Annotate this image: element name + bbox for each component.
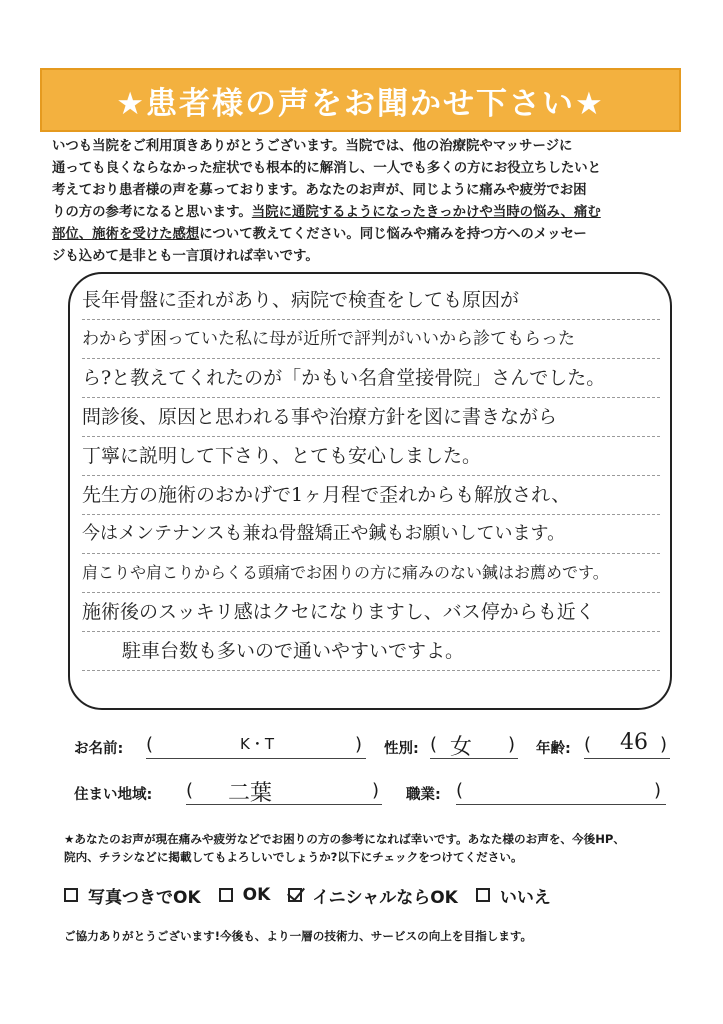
option-no[interactable]	[476, 883, 551, 908]
testimonial-line: 施術後のスッキリ感はクセになりますし、バス停からも近く	[82, 593, 660, 632]
job-label: 職業:	[406, 787, 441, 803]
footer-thanks: ご協力ありがとうございます!今後も、より一層の技術力、サービスの向上を目指します。	[64, 929, 533, 943]
intro-line: いつも当院をご利用頂きありがとうございます。当院では、他の治療院やマッサージに	[52, 139, 573, 154]
intro-line: 通っても良くならなかった症状でも根本的に解消し、一人でも多くの方にお役立ちしたいと	[52, 161, 602, 176]
notice-line: ★あなたのお声が現在痛みや疲労などでお困りの方の参考になれば幸いです。あなた様のお声を、今後HP、	[64, 832, 625, 846]
option-label: OK	[242, 885, 271, 905]
gender-label: 性別:	[384, 741, 419, 757]
intro-text-plain: りの方の参考になると思います。	[52, 205, 252, 220]
age-paren-close: )	[660, 734, 668, 755]
age-value: 46	[620, 730, 648, 755]
consent-notice	[64, 830, 694, 866]
name-value: K・T	[240, 735, 274, 753]
testimonial-line: 肩こりや肩こりからくる頭痛でお困りの方に痛みのない鍼はお薦めです。	[82, 554, 660, 593]
intro-text-underlined: 部位、施術を受けた感想	[52, 227, 200, 242]
job-paren-close: )	[654, 780, 662, 801]
testimonial-line: ら?と教えてくれたのが「かもい名倉堂接骨院」さんでした。	[82, 359, 660, 398]
name-paren-close: )	[355, 734, 363, 755]
intro-line	[52, 202, 692, 224]
area-paren-open: (	[186, 780, 194, 801]
gender-paren-open: (	[430, 734, 438, 755]
option-photo-ok[interactable]	[64, 883, 201, 908]
intro-line: 考えており患者様の声を募っております。あなたのお声が、同じように痛みや疲労でお困	[52, 183, 587, 198]
option-label: いいえ	[499, 887, 551, 908]
name-label: お名前:	[74, 741, 124, 757]
option-ok[interactable]	[219, 885, 271, 905]
checkbox[interactable]	[64, 888, 78, 902]
name-underline	[146, 758, 366, 759]
option-label: イニシャルならOK	[312, 887, 458, 908]
option-initials-ok[interactable]	[288, 883, 458, 908]
area-paren-close: )	[372, 780, 380, 801]
area-value: 二葉	[228, 781, 273, 806]
testimonial-line: わからず困っていた私に母が近所で評判がいいから診てもらった	[82, 320, 660, 359]
intro-line	[52, 224, 692, 246]
intro-text-underlined: 当院に通院するようになったきっかけや当時の悩み、痛む	[251, 205, 601, 220]
name-paren-open: (	[146, 734, 154, 755]
testimonial-line: 先生方の施術のおかげで1ヶ月程で歪れからも解放され、	[82, 476, 660, 515]
testimonial-line: 今はメンテナンスも兼ね骨盤矯正や鍼もお願いしています。	[82, 515, 660, 554]
page-title: ★患者様の声をお聞かせ下さい★	[116, 85, 605, 122]
intro-line: ジも込めて是非とも一言頂ければ幸いです。	[52, 249, 319, 264]
intro-text	[52, 136, 692, 268]
checkbox[interactable]	[219, 888, 233, 902]
header-banner	[40, 68, 681, 132]
gender-underline	[430, 758, 518, 759]
checkbox[interactable]	[476, 888, 490, 902]
checkbox-checked[interactable]	[288, 888, 302, 902]
job-underline	[456, 804, 666, 805]
area-underline	[186, 804, 382, 805]
option-label: 写真つきでOK	[88, 887, 201, 908]
intro-text-plain: について教えてください。同じ悩みや痛みを持つ方へのメッセー	[199, 227, 587, 242]
gender-value: 女	[450, 735, 473, 760]
testimonial-line: 駐車台数も多いので通いやすいですよ。	[82, 632, 660, 671]
consent-options	[64, 880, 704, 910]
age-underline	[584, 758, 670, 759]
area-label: 住まい地域:	[74, 787, 153, 803]
testimonial-line: 長年骨盤に歪れがあり、病院で検査をしても原因が	[82, 281, 660, 320]
gender-paren-close: )	[508, 734, 516, 755]
testimonial-line: 問診後、原因と思われる事や治療方針を図に書きながら	[82, 398, 660, 437]
testimonial-line: 丁寧に説明して下さり、とても安心しました。	[82, 437, 660, 476]
age-label: 年齢:	[536, 741, 571, 757]
notice-line: 院内、チラシなどに掲載してもよろしいでしょうか?以下にチェックをつけてください。	[64, 850, 523, 864]
age-paren-open: (	[584, 734, 592, 755]
job-paren-open: (	[456, 780, 464, 801]
